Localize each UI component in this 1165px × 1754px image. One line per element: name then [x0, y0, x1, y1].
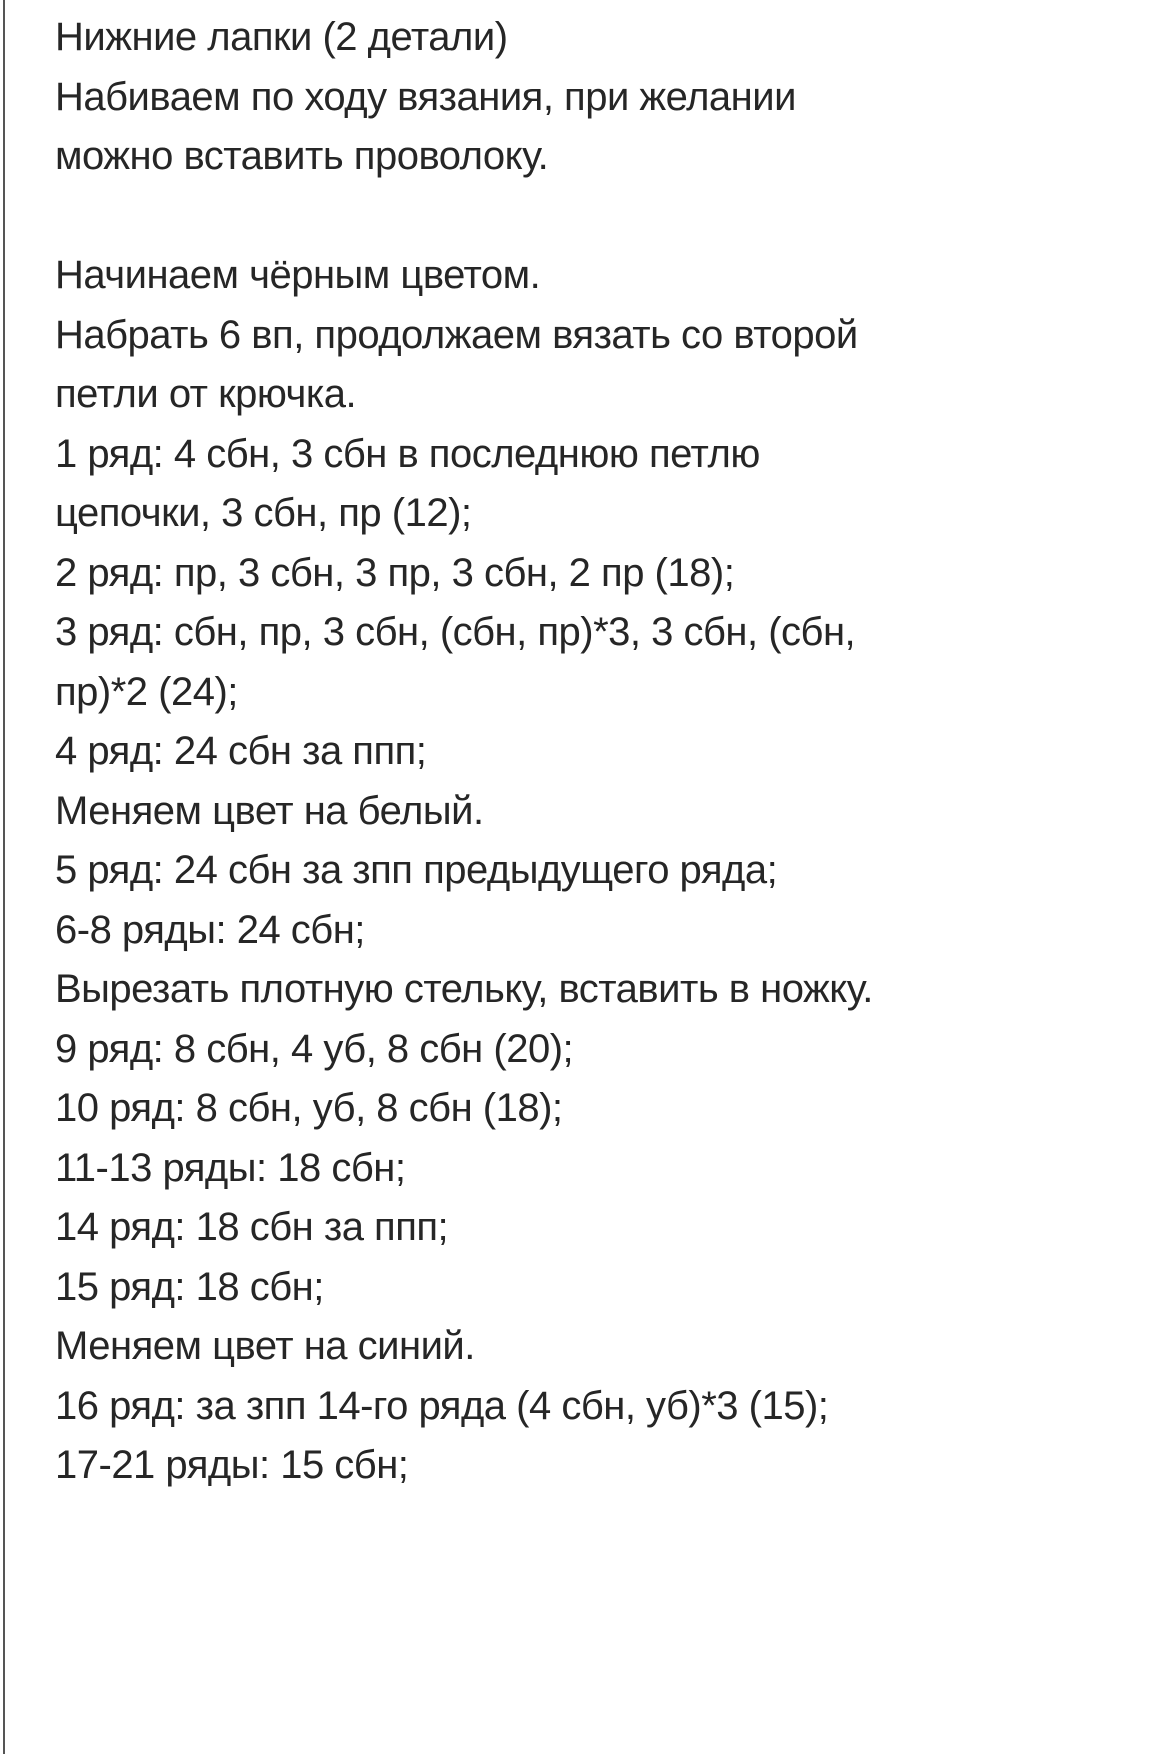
color-change-note: Меняем цвет на синий.: [55, 1324, 475, 1368]
text-line: Вырезать плотную стельку, вставить в ножку.: [55, 967, 873, 1011]
row-instruction: 3 ряд: сбн, пр, 3 сбн, (сбн, пр)*3, 3 сбн, (сбн,: [55, 610, 856, 654]
row-instruction: 10 ряд: 8 сбн, уб, 8 сбн (18);: [55, 1086, 563, 1130]
text-line: Набиваем по ходу вязания, при желании: [55, 74, 796, 119]
row-instruction: 4 ряд: 24 сбн за ппп;: [55, 729, 427, 773]
text-line: петли от крючка.: [55, 372, 357, 416]
row-instruction: 14 ряд: 18 сбн за ппп;: [55, 1205, 449, 1249]
row-instruction: 15 ряд: 18 сбн;: [55, 1264, 324, 1309]
row-instruction: 5 ряд: 24 сбн за зпп предыдущего ряда;: [55, 848, 778, 892]
pattern-text: [55, 8, 1140, 1496]
row-instruction: 2 ряд: пр, 3 сбн, 3 пр, 3 сбн, 2 пр (18);: [55, 550, 735, 595]
left-border-line: [3, 0, 5, 1754]
row-instruction: 9 ряд: 8 сбн, 4 уб, 8 сбн (20);: [55, 1026, 574, 1071]
row-instruction: пр)*2 (24);: [55, 669, 238, 714]
blank-line: [55, 187, 1140, 247]
row-instruction: 16 ряд: за зпп 14-го ряда (4 сбн, уб)*3 (15);: [55, 1383, 829, 1428]
color-change-note: Меняем цвет на белый.: [55, 788, 484, 833]
text-line: можно вставить проволоку.: [55, 134, 549, 178]
row-instruction: 11-13 ряды: 18 сбн;: [55, 1145, 406, 1190]
section-title: Нижние лапки (2 детали): [55, 15, 508, 59]
row-instruction: 17-21 ряды: 15 сбн;: [55, 1443, 409, 1487]
row-instruction: цепочки, 3 сбн, пр (12);: [55, 491, 472, 535]
text-line: Начинаем чёрным цветом.: [55, 253, 541, 297]
row-instruction: 1 ряд: 4 сбн, 3 сбн в последнюю петлю: [55, 431, 760, 476]
text-line: Набрать 6 вп, продолжаем вязать со второй: [55, 312, 858, 357]
row-instruction: 6-8 ряды: 24 сбн;: [55, 907, 365, 952]
